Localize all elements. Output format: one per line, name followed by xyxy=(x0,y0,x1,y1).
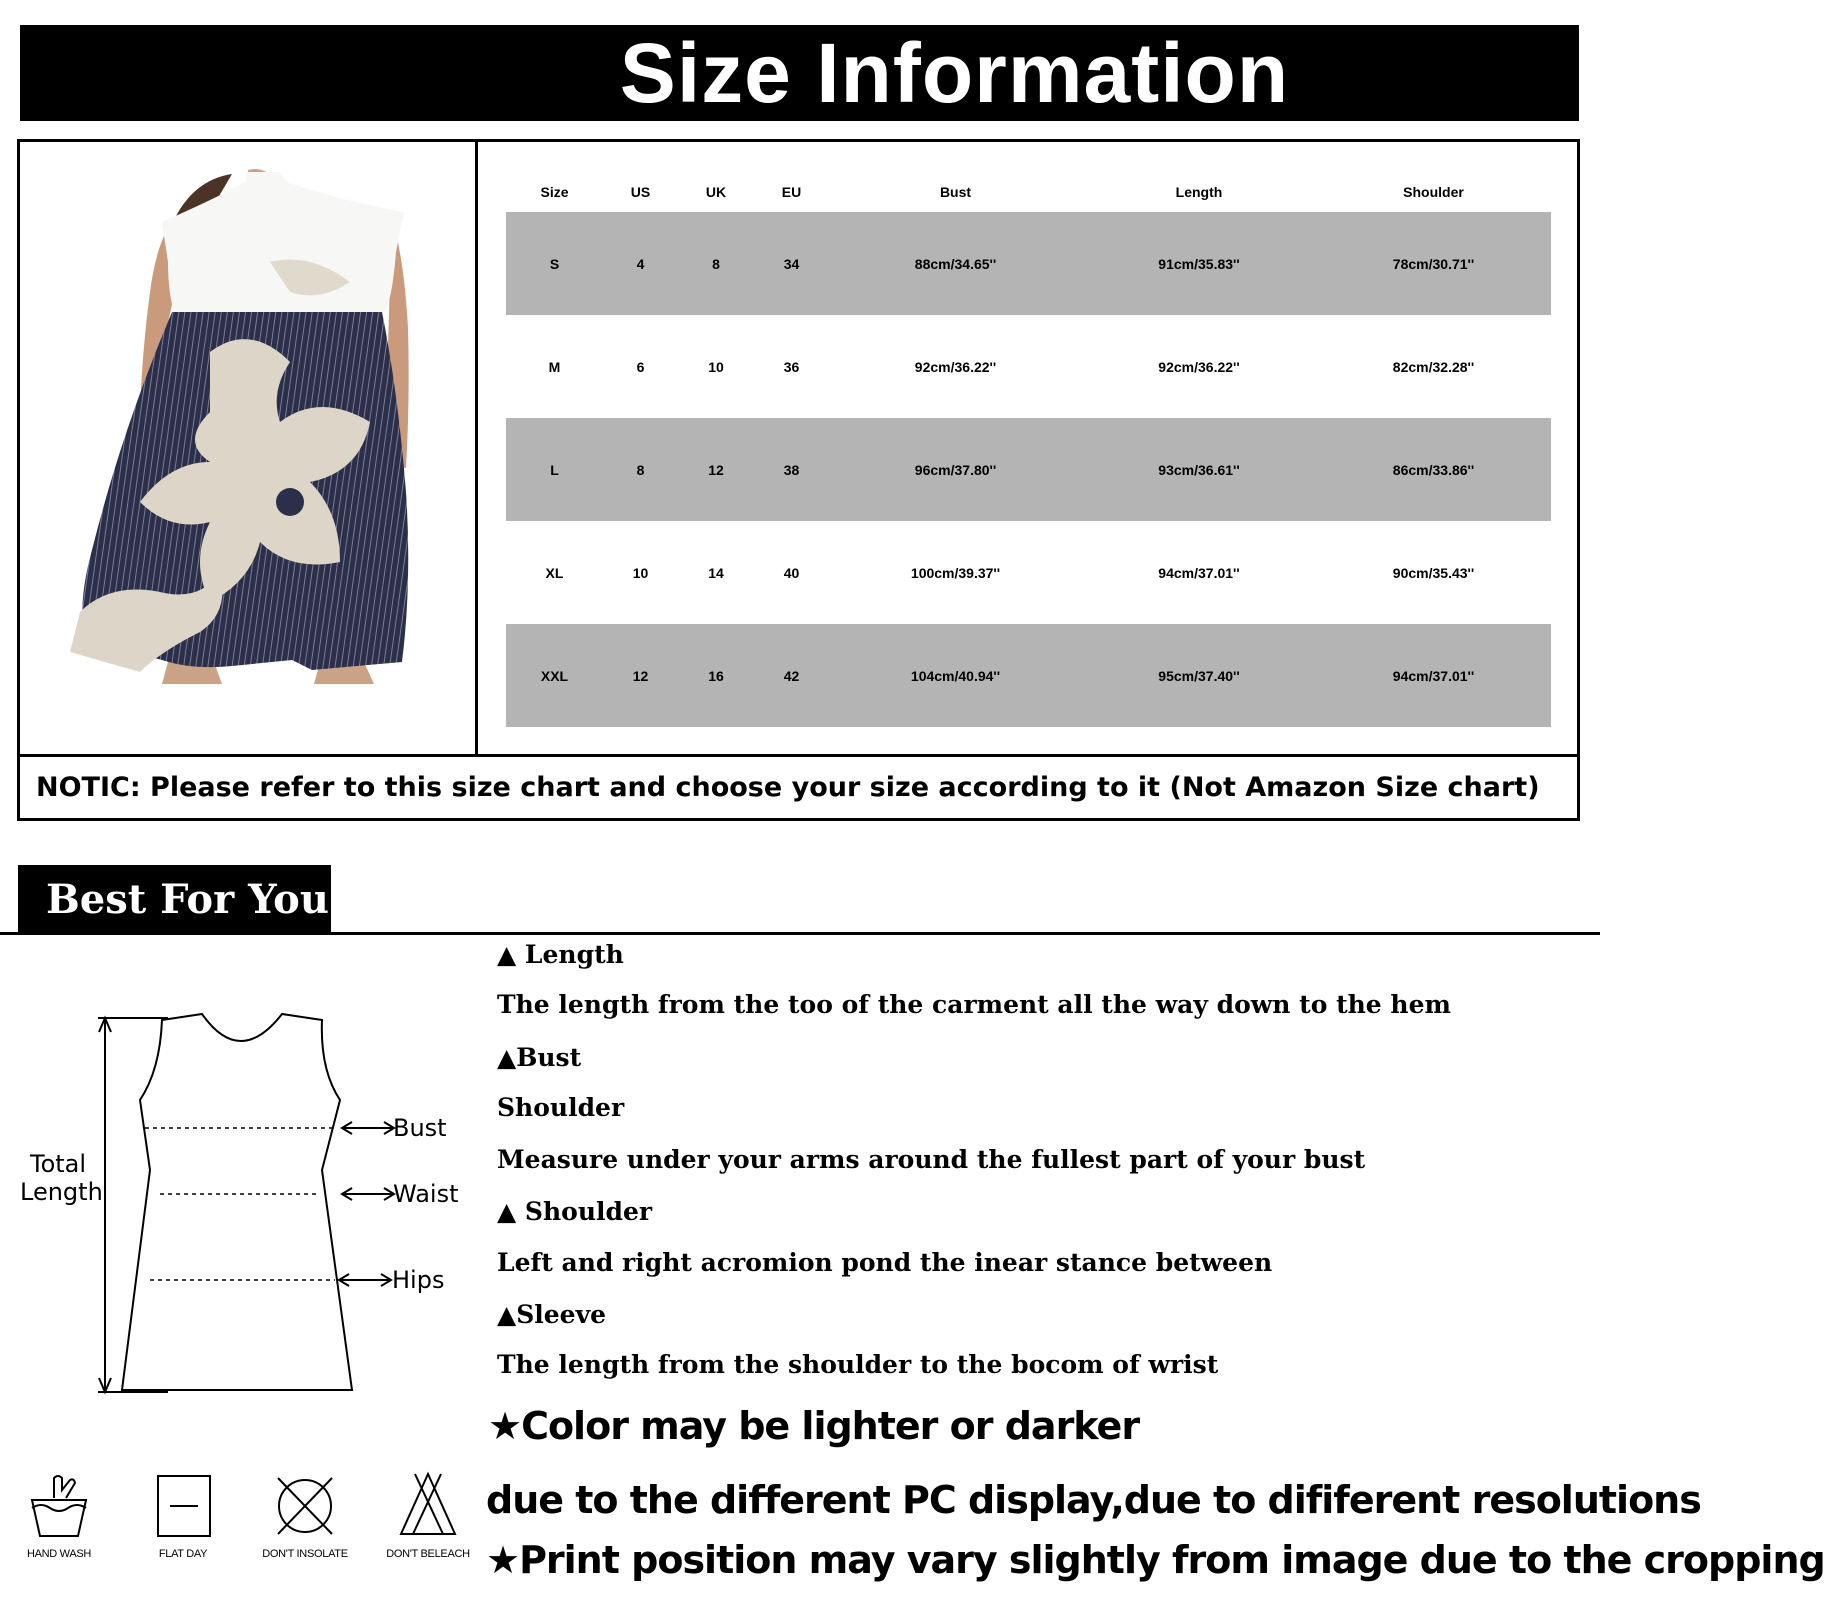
table-cell: 36 xyxy=(783,358,800,375)
print-note: ★Print position may vary slightly from image due to the cropping xyxy=(486,1538,1825,1582)
table-row xyxy=(506,418,1551,521)
size-notice: NOTIC: Please refer to this size chart and choose your size according to it (Not Amazon Size chart) xyxy=(20,754,1577,818)
table-cell: 93cm/36.61'' xyxy=(1158,461,1240,478)
table-cell: XL xyxy=(545,564,564,581)
column-header: Bust xyxy=(939,184,972,200)
table-cell: 12 xyxy=(632,667,649,684)
column-header: UK xyxy=(705,184,727,200)
column-header: Size xyxy=(540,184,569,200)
table-cell: 82cm/32.28'' xyxy=(1392,358,1475,375)
table-row xyxy=(506,315,1551,418)
care-do-not-bleach xyxy=(373,1470,483,1560)
bust-heading: ▲Bust xyxy=(497,1043,582,1072)
size-chart-frame xyxy=(17,139,1580,821)
table-cell: 91cm/35.83'' xyxy=(1158,255,1240,272)
column-header: US xyxy=(630,184,651,200)
table-cell: L xyxy=(550,461,559,478)
table-cell: 92cm/36.22'' xyxy=(914,358,997,375)
column-header: EU xyxy=(781,184,802,200)
diagram-label-total: Total xyxy=(30,1150,87,1178)
shoulder-heading: ▲ Shoulder xyxy=(497,1197,653,1226)
do-not-bleach-icon xyxy=(393,1470,463,1540)
dress-illustration xyxy=(20,142,475,754)
care-label: DON'T BELEACH xyxy=(386,1548,470,1560)
sleeve-description: The length from the shoulder to the bocom of wrist xyxy=(497,1350,1219,1379)
size-table-cell xyxy=(478,142,1577,754)
size-table xyxy=(506,172,1551,727)
care-label: HAND WASH xyxy=(26,1548,92,1560)
table-cell: 10 xyxy=(708,358,724,375)
table-cell: 8 xyxy=(712,255,720,272)
table-cell: 92cm/36.22'' xyxy=(1158,358,1240,375)
table-cell: S xyxy=(549,255,560,272)
product-photo xyxy=(20,142,478,754)
diagram-label-length: Length xyxy=(20,1178,103,1206)
table-row xyxy=(506,624,1551,727)
table-cell: 34 xyxy=(783,255,800,272)
table-cell: 104cm/40.94'' xyxy=(910,667,1001,684)
care-do-not-tumble xyxy=(250,1470,360,1560)
bust-description: Measure under your arms around the fullest part of your bust xyxy=(497,1145,1366,1174)
color-note: ★Color may be lighter or darker xyxy=(488,1404,1140,1448)
hand-wash-icon xyxy=(24,1470,94,1540)
table-row xyxy=(506,521,1551,624)
diagram-label-bust: Bust xyxy=(393,1114,447,1142)
table-cell: 16 xyxy=(708,667,724,684)
care-flat-dry xyxy=(128,1470,238,1560)
table-cell: 86cm/33.86'' xyxy=(1392,461,1475,478)
page-title: Size Information xyxy=(619,25,1290,120)
table-cell: 96cm/37.80'' xyxy=(914,461,997,478)
section-divider xyxy=(0,932,1600,935)
do-not-tumble-icon xyxy=(270,1470,340,1540)
best-for-you-heading: Best For You xyxy=(18,865,331,934)
care-hand-wash xyxy=(4,1470,114,1560)
table-cell: 38 xyxy=(783,461,800,478)
table-cell: 42 xyxy=(783,667,800,684)
table-cell: 8 xyxy=(636,461,645,478)
display-note: due to the different PC display,due to dififerent resolutions xyxy=(486,1478,1701,1522)
sleeve-heading: ▲Sleeve xyxy=(497,1300,607,1329)
table-cell: 4 xyxy=(636,255,645,272)
table-cell: M xyxy=(548,358,561,375)
table-cell: 40 xyxy=(783,564,800,581)
diagram-label-waist: Waist xyxy=(393,1180,459,1208)
table-cell: 94cm/37.01'' xyxy=(1158,564,1240,581)
table-cell: 14 xyxy=(708,564,724,581)
shoulder-label: Shoulder xyxy=(497,1093,625,1122)
diagram-label-hips: Hips xyxy=(392,1266,445,1294)
care-label: DON'T INSOLATE xyxy=(262,1548,348,1560)
table-cell: 12 xyxy=(708,461,724,478)
column-header: Shoulder xyxy=(1403,184,1464,200)
table-cell: 100cm/39.37'' xyxy=(910,564,1001,581)
table-cell: 6 xyxy=(636,358,645,375)
table-cell: 88cm/34.65'' xyxy=(914,255,997,272)
table-header-row xyxy=(506,172,1551,212)
flat-dry-icon xyxy=(148,1470,218,1540)
table-cell: 94cm/37.01'' xyxy=(1392,667,1475,684)
table-cell: 10 xyxy=(632,564,649,581)
table-cell: 90cm/35.43'' xyxy=(1392,564,1475,581)
title-banner xyxy=(20,25,1579,121)
table-cell: XXL xyxy=(540,667,569,684)
table-row xyxy=(506,212,1551,315)
care-label: FLAT DAY xyxy=(158,1548,208,1560)
table-cell: 78cm/30.71'' xyxy=(1392,255,1475,272)
shoulder-description: Left and right acromion pond the inear stance between xyxy=(497,1248,1273,1277)
table-cell: 95cm/37.40'' xyxy=(1158,667,1240,684)
measurement-diagram xyxy=(0,1010,480,1450)
length-heading: ▲ Length xyxy=(497,940,624,969)
column-header: Length xyxy=(1175,184,1223,200)
length-description: The length from the too of the carment all the way down to the hem xyxy=(497,990,1451,1019)
